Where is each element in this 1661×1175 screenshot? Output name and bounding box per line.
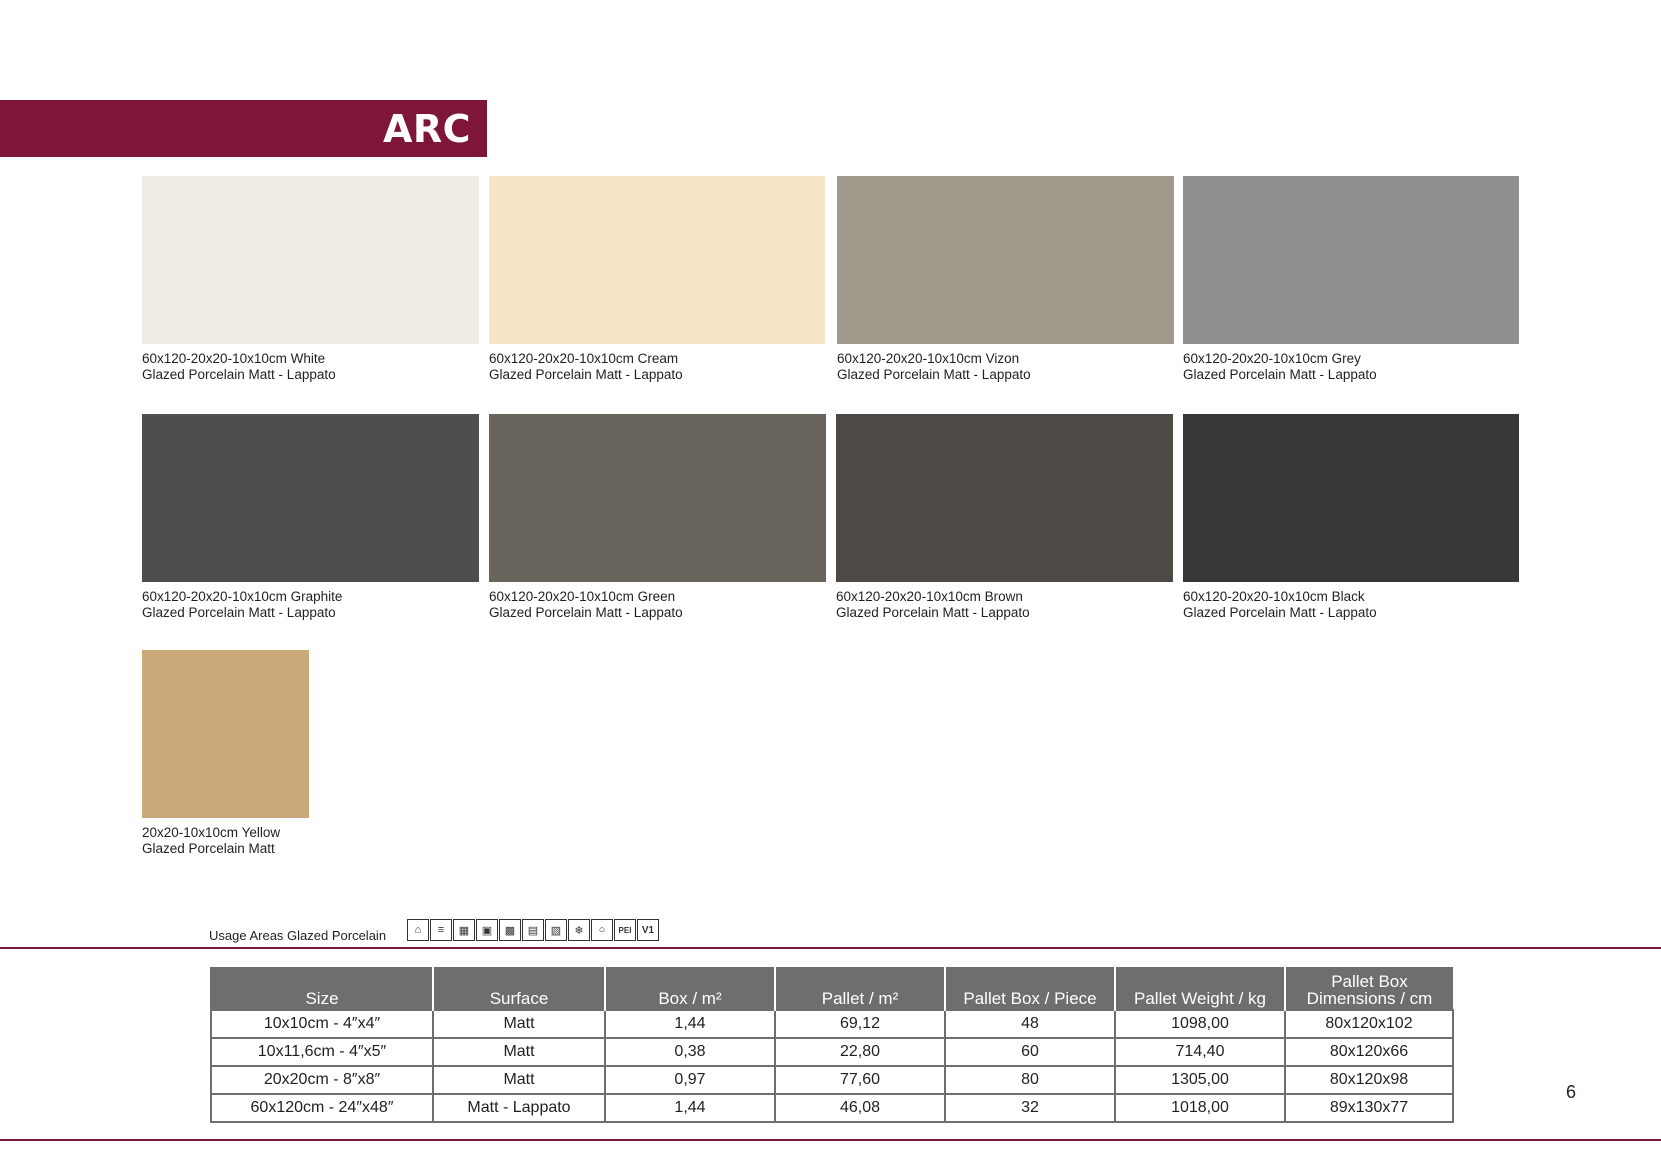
title-bar bbox=[0, 100, 487, 157]
table-row bbox=[211, 1038, 1453, 1066]
table-row bbox=[211, 1010, 1453, 1038]
cell-dimensions: 80x120x66 bbox=[1285, 1038, 1453, 1066]
tile-swatch-yellow bbox=[142, 650, 309, 818]
page-number: 6 bbox=[1566, 1082, 1577, 1102]
cell-pallet-box-piece: 48 bbox=[945, 1010, 1115, 1038]
cell-box-m2: 0,38 bbox=[605, 1038, 775, 1066]
usage-icons bbox=[407, 919, 659, 941]
tile-caption-brown: 60x120-20x20-10x10cm Brown Glazed Porcelain Matt - Lappato bbox=[836, 589, 1030, 620]
cell-pallet-weight: 1305,00 bbox=[1115, 1066, 1285, 1094]
tile-swatch-grey bbox=[1183, 176, 1519, 344]
cell-pallet-box-piece: 80 bbox=[945, 1066, 1115, 1094]
tile-caption-black: 60x120-20x20-10x10cm Black Glazed Porcelain Matt - Lappato bbox=[1183, 589, 1377, 620]
tile-swatch-black bbox=[1183, 414, 1519, 582]
cell-surface: Matt bbox=[433, 1010, 605, 1038]
tile-caption-grey: 60x120-20x20-10x10cm Grey Glazed Porcelain Matt - Lappato bbox=[1183, 351, 1377, 382]
cell-size: 20x20cm - 8″x8″ bbox=[211, 1066, 433, 1094]
spec-table bbox=[210, 967, 1454, 1123]
tile-caption-cream: 60x120-20x20-10x10cm Cream Glazed Porcelain Matt - Lappato bbox=[489, 351, 683, 382]
cell-pallet-box-piece: 32 bbox=[945, 1094, 1115, 1122]
header-surface: Surface bbox=[433, 967, 605, 1010]
tile-swatch-green bbox=[489, 414, 826, 582]
factory-icon: ▩ bbox=[499, 919, 521, 941]
header-pallet-weight: Pallet Weight / kg bbox=[1115, 967, 1285, 1010]
table-header-row bbox=[211, 967, 1453, 1010]
frost-icon: ❄ bbox=[568, 919, 590, 941]
tile-swatch-vizon bbox=[837, 176, 1174, 344]
v-rating-icon: V1 bbox=[637, 919, 659, 941]
cell-box-m2: 1,44 bbox=[605, 1010, 775, 1038]
tile-swatch-brown bbox=[836, 414, 1173, 582]
header-pallet-box-piece: Pallet Box / Piece bbox=[945, 967, 1115, 1010]
kitchen-icon: ▤ bbox=[522, 919, 544, 941]
cell-pallet-m2: 77,60 bbox=[775, 1066, 945, 1094]
cell-dimensions: 89x130x77 bbox=[1285, 1094, 1453, 1122]
stairs-icon: ≡ bbox=[430, 919, 452, 941]
cell-size: 10x11,6cm - 4″x5″ bbox=[211, 1038, 433, 1066]
house-icon: ⌂ bbox=[407, 919, 429, 941]
tile-caption-yellow: 20x20-10x10cm Yellow Glazed Porcelain Matt bbox=[142, 825, 281, 856]
header-box-m2: Box / m² bbox=[605, 967, 775, 1010]
page-title: ARC bbox=[382, 106, 471, 151]
bathroom-icon: ○ bbox=[591, 919, 613, 941]
cell-pallet-weight: 714,40 bbox=[1115, 1038, 1285, 1066]
cell-size: 10x10cm - 4″x4″ bbox=[211, 1010, 433, 1038]
cell-dimensions: 80x120x102 bbox=[1285, 1010, 1453, 1038]
cell-surface: Matt bbox=[433, 1066, 605, 1094]
tile-caption-white: 60x120-20x20-10x10cm White Glazed Porcelain Matt - Lappato bbox=[142, 351, 336, 382]
top-divider bbox=[0, 947, 1661, 949]
cell-dimensions: 80x120x98 bbox=[1285, 1066, 1453, 1094]
pei-icon: PEI bbox=[614, 919, 636, 941]
cell-pallet-m2: 46,08 bbox=[775, 1094, 945, 1122]
table-row bbox=[211, 1066, 1453, 1094]
tile-caption-graphite: 60x120-20x20-10x10cm Graphite Glazed Porcelain Matt - Lappato bbox=[142, 589, 343, 620]
tile-caption-vizon: 60x120-20x20-10x10cm Vizon Glazed Porcelain Matt - Lappato bbox=[837, 351, 1031, 382]
header-pallet-m2: Pallet / m² bbox=[775, 967, 945, 1010]
cell-size: 60x120cm - 24″x48″ bbox=[211, 1094, 433, 1122]
table-row bbox=[211, 1094, 1453, 1122]
tile-swatch-graphite bbox=[142, 414, 479, 582]
cell-pallet-m2: 22,80 bbox=[775, 1038, 945, 1066]
cell-pallet-m2: 69,12 bbox=[775, 1010, 945, 1038]
cell-surface: Matt - Lappato bbox=[433, 1094, 605, 1122]
shop-icon: ▣ bbox=[476, 919, 498, 941]
cell-pallet-box-piece: 60 bbox=[945, 1038, 1115, 1066]
building-icon: ▦ bbox=[453, 919, 475, 941]
bottom-divider bbox=[0, 1139, 1661, 1141]
cell-pallet-weight: 1098,00 bbox=[1115, 1010, 1285, 1038]
usage-areas-label: Usage Areas Glazed Porcelain bbox=[209, 928, 387, 943]
cell-box-m2: 0,97 bbox=[605, 1066, 775, 1094]
tiles-icon: ▧ bbox=[545, 919, 567, 941]
cell-surface: Matt bbox=[433, 1038, 605, 1066]
tile-swatch-cream bbox=[489, 176, 825, 344]
header-pallet-box-dimensions: Pallet Box Dimensions / cm bbox=[1285, 967, 1453, 1010]
header-size: Size bbox=[211, 967, 433, 1010]
tile-swatch-white bbox=[142, 176, 479, 344]
tile-caption-green: 60x120-20x20-10x10cm Green Glazed Porcelain Matt - Lappato bbox=[489, 589, 683, 620]
cell-pallet-weight: 1018,00 bbox=[1115, 1094, 1285, 1122]
cell-box-m2: 1,44 bbox=[605, 1094, 775, 1122]
